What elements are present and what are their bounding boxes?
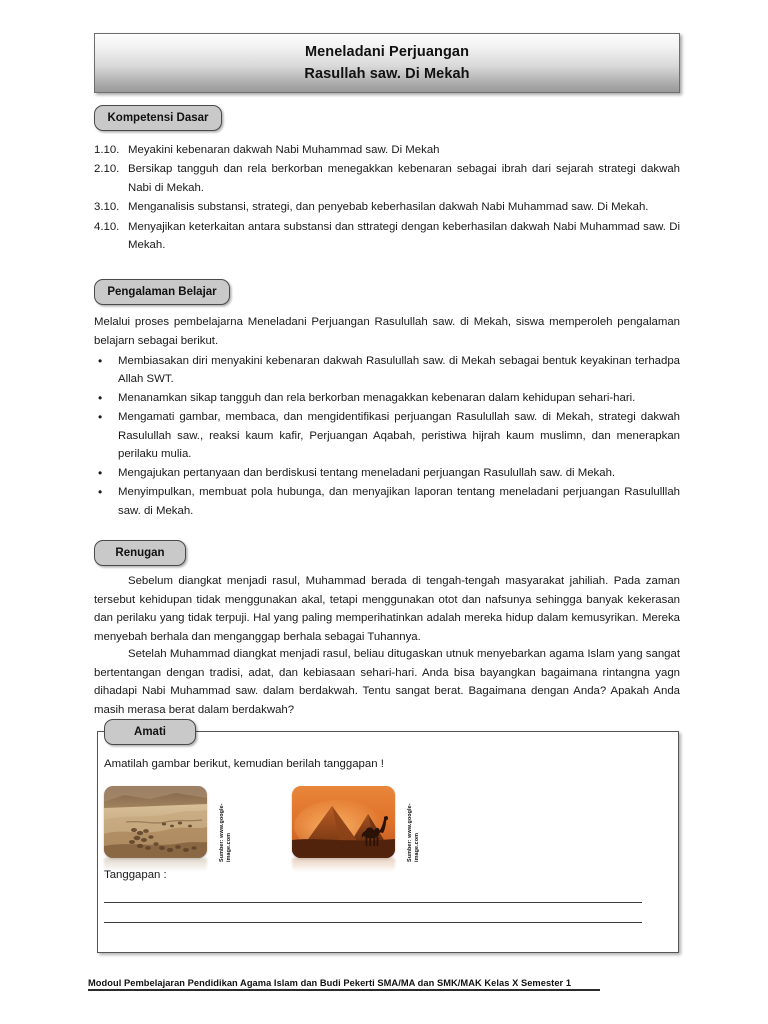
pyramids-camel-photo: [292, 786, 395, 858]
chapter-title-banner: [94, 33, 680, 93]
item-text: Membiasakan diri menyakini kebenaran dakwah Rasulullah saw. di Mekah sebagai bentuk keyakinan terhadpa Allah SWT.: [118, 355, 680, 386]
item-text: Menyimpulkan, membuat pola hubunga, dan menyajikan laporan tentang meneladani perjuangan Rasululllah saw. di Mekah.: [118, 486, 680, 517]
desert-caravan-illustration: [104, 786, 207, 858]
bullet-dot-icon: •: [98, 390, 103, 405]
section-label-kompetensi-dasar: [94, 105, 222, 131]
bullet-dot-icon: •: [98, 485, 103, 500]
tanggapan-answer-line[interactable]: [104, 922, 642, 923]
page-footer: [88, 978, 680, 991]
footer-divider: [88, 989, 600, 991]
list-item: [94, 218, 680, 255]
pengalaman-belajar-bullets: [94, 352, 680, 520]
bullet-dot-icon: •: [98, 354, 103, 368]
item-number: 4.10.: [94, 220, 120, 233]
tanggapan-answer-line[interactable]: [104, 902, 642, 903]
pyramids-camel-illustration: [292, 786, 395, 858]
bullet-dot-icon: •: [98, 465, 103, 480]
item-text: Menganalisis substansi, strategi, dan penyebab keberhasilan dakwah Nabi Muhammad saw. Di Mekah.: [128, 201, 649, 214]
item-number: 1.10.: [94, 144, 120, 156]
item-text: Mengajukan pertanyaan dan berdiskusi tentang meneladani perjuangan Rasulullah saw. di Mekah.: [118, 466, 616, 479]
footer-text: Modoul Pembelajaran Pendidikan Agama Islam dan Budi Pekerti SMA/MA dan SMK/MAK Kelas X Semester 1: [88, 978, 572, 988]
list-item: [94, 160, 680, 197]
item-number: 2.10.: [94, 163, 120, 176]
item-text: Bersikap tangguh dan rela berkorban menegakkan kebenaran sebagai ibrah dari sejarah strategi dakwah Nabi di Mekah.: [128, 163, 680, 194]
tanggapan-label: Tanggapan :: [104, 869, 167, 881]
list-item: [94, 141, 680, 159]
kompetensi-dasar-list: [94, 141, 680, 256]
pengalaman-belajar-intro: Melalui proses pembelajarna Meneladani Perjuangan Rasulullah saw. di Mekah, siswa memperoleh pengalaman belajarn sebagai berikut.: [94, 316, 680, 347]
desert-caravan-photo: [104, 786, 207, 858]
item-text: Menanamkan sikap tangguh dan rela berkorban menagakkan kebenaran dalam kehidupan sehari-hari.: [118, 391, 636, 404]
section-label-amati: [104, 719, 196, 745]
item-text: Meyakini kebenaran dakwah Nabi Muhammad saw. Di Mekah: [128, 144, 440, 156]
renugan-paragraph-2: Setelah Muhammad diangkat menjadi rasul, beliau ditugaskan utnuk menyebarkan agama Islam yang sangat bertentangan dengan tradisi, adat, dan kebiasaan sehari-hari. Anda bisa bayangkan bagaimana rintangna yagn dihadapi Nabi Muhammad saw. dalam berdakwah. Tentu sangat berat. Bagaimana dengan Anda? Apakah Anda masih merasa berat dalam berdakwah?: [94, 648, 680, 717]
section-label-text: Kompetensi Dasar: [107, 112, 209, 124]
item-text: Menyajikan keterkaitan antara substansi dan sttrategi dengan keberhasilan dakwah Nabi Muhammad saw. Di Mekah.: [128, 220, 680, 252]
page-title-line-2: Rasullah saw. Di Mekah: [304, 65, 470, 82]
renugan-paragraph-1: Sebelum diangkat menjadi rasul, Muhammad berada di tengah-tengah masyarakat jahiliah. Pada zaman tersebut kehidupan tidak menggunakan akal, tetapi menggunakan otot dan nafsunya sehingga banyak kekerasan dan perilaku yang tidak terpuji. Hal yang paling memperihatinkan adalah mereka hidup dalam kemusyrikan. Mereka menyebah berhala dan menganggap berhala sebagai Tuhannya.: [94, 575, 680, 644]
bullet-dot-icon: •: [98, 410, 103, 425]
section-label-text: Renugan: [115, 547, 165, 559]
section-label-renugan: [94, 540, 186, 566]
section-label-pengalaman-belajar: [94, 279, 230, 305]
item-text: Mengamati gambar, membaca, dan mengidentifikasi perjuangan Rasulullah saw. di Mekah, strategi dakwah Rasulullah saw., reaksi kaum kafir, Perjuangan Aqabah, peristiwa hijrah kaum muslimn, dan menerapkan perilaku mulia.: [118, 411, 680, 461]
list-item: [94, 389, 680, 408]
item-number: 3.10.: [94, 201, 120, 214]
desert-caravan-photo-source-caption: Sumber: www.google-image.com: [219, 803, 232, 862]
amati-prompt-text: Amatilah gambar berikut, kemudian berilah tanggapan !: [104, 758, 384, 770]
list-item: [94, 483, 680, 520]
pyramids-camel-photo-source-caption: Sumber: www.google-image.com: [407, 803, 420, 862]
section-label-text: Amati: [134, 726, 166, 738]
list-item: [94, 198, 680, 216]
page-title-line-1: Meneladani Perjuangan: [304, 44, 470, 61]
list-item: [94, 352, 680, 389]
pyramids-camel-photo-reflection: [292, 858, 395, 872]
list-item: [94, 464, 680, 483]
section-label-text: Pengalaman Belajar: [107, 286, 217, 298]
list-item: [94, 408, 680, 463]
